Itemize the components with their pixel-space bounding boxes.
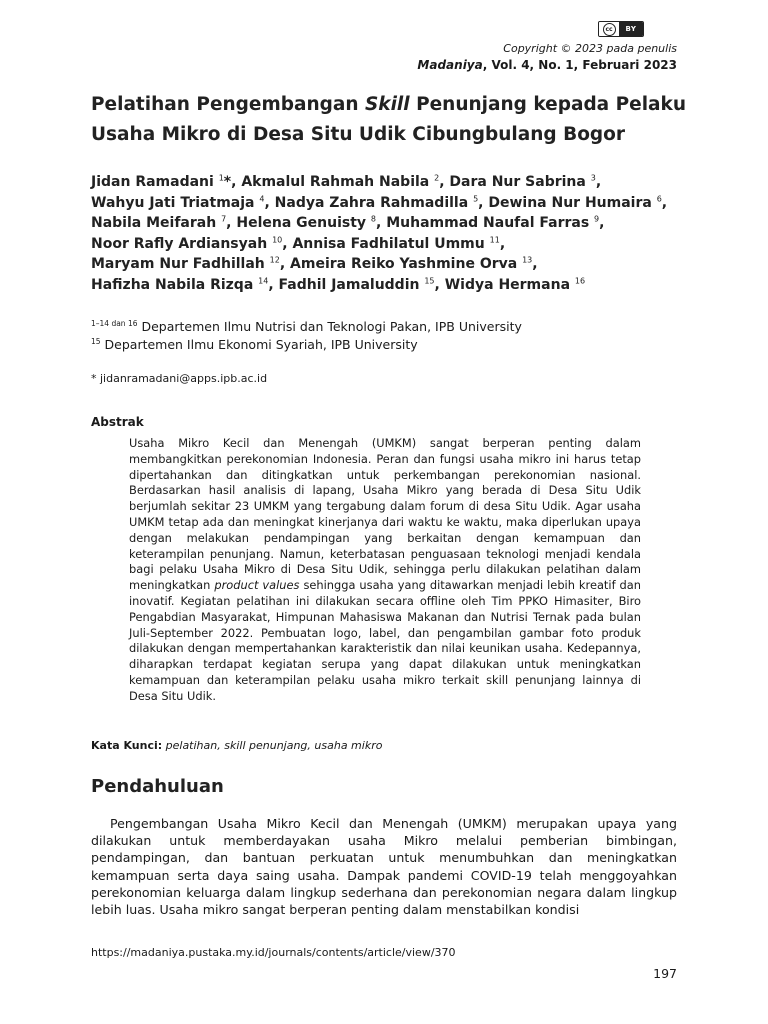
affiliation-line: $^{15}$ Departemen Ilmu Ekonomi Syariah, IPB University (91, 336, 418, 352)
title-part1: Pelatihan Pengembangan (91, 94, 365, 115)
journal-name: Madaniya (417, 58, 483, 72)
author: Akmalul Rahmah Nabila $^2$, (241, 173, 450, 190)
affiliation-line: $^{1-14 dan 16}$ Departemen Ilmu Nutrisi dan Teknologi Pakan, IPB University (91, 318, 522, 334)
author: Annisa Fadhilatul Ummu $^{11}$, (292, 234, 506, 252)
author: Muhammad Naufal Farras $^9$, (386, 214, 605, 231)
keywords-value: pelatihan, skill penunjang, usaha mikro (162, 739, 383, 752)
by-label: BY (619, 22, 643, 36)
author-list (91, 172, 691, 295)
abstract-body: Usaha Mikro Kecil dan Menengah (UMKM) sangat berperan penting dalam membangkitkan perekonomian Indonesia. Peran dan fungsi usaha mikro ini harus tetap dipertahankan dan ditingkatkan untuk perkembangan perekonomian nasional. Berdasarkan hasil analisis di lapang, Usaha Mikro yang berada di Desa Situ Udik berjumlah sekitar 23 UMKM yang tergabung dalam forum di desa Situ Udik. Agar usaha UMKM tetap ada dan meningkat kinerjanya dari waktu ke waktu, maka diperlukan upaya dengan melakukan pendampingan yang berkaitan dengan kemampuan dan keterampilan penunjang. Namun, keterbatasan penguasaan teknologi menjadi kendala bagi pelaku Usaha Mikro di Desa Situ Udik, sehingga perlu dilakukan pelatihan dalam meningkatkan product values sehingga usaha yang ditawarkan menjadi lebih kreatif dan inovatif. Kegiatan pelatihan ini dilakukan secara offline oleh Tim PPKO Himasiter, Biro Pengabdian Masyarakat, Himpunan Mahasiswa Makanan dan Nutrisi Ternak pada bulan Juli-September 2022. Pembuatan logo, label, dan pengambilan gambar foto produk dilakukan dengan mempertahankan karakteristik dan nilai keunikan usaha. Kedepannya, diharapkan terdapat kegiatan serupa yang dapat dilakukan untuk meningkatkan kemampuan dan keterampilan pelaku usaha mikro terkait skill penunjang lainnya di Desa Situ Udik. (129, 436, 641, 703)
affiliations (91, 318, 691, 354)
body-paragraph: Pengembangan Usaha Mikro Kecil dan Menengah (UMKM) merupakan upaya yang dilakukan untuk memberdayakan usaha Mikro melalui pemberian bimbingan, pendampingan, dan bantuan perkuatan untuk menumbuhkan dan meningkatkan kemampuan serta daya saing usaha. Dampak pandemi COVID-19 telah menggoyahkan perekonomian keluarga dalam lingkup sederhana dan perekonomian negara dalam lingkup lebih luas. Usaha mikro sangat berperan penting dalam menstabilkan kondisi (91, 816, 677, 918)
title-italic: Skill (364, 94, 410, 115)
author: Wahyu Jati Triatmaja $^4$, (91, 193, 275, 211)
author: Hafizha Nabila Rizqa $^{14}$, (91, 275, 279, 293)
keywords-label: Kata Kunci: (91, 739, 163, 752)
paper-title (91, 90, 691, 150)
abstract-heading: Abstrak (91, 415, 144, 429)
article-url-link[interactable]: https://madaniya.pustaka.my.id/journals/contents/article/view/370 (91, 946, 456, 959)
author: Nabila Meifarah $^7$, (91, 214, 237, 231)
author: Maryam Nur Fadhillah $^{12}$, (91, 255, 291, 272)
section-heading: Pendahuluan (91, 776, 224, 797)
author: Noor Rafly Ardiansyah $^{10}$, (91, 234, 293, 252)
corresponding-email[interactable]: * jidanramadani@apps.ipb.ac.id (91, 372, 268, 385)
author: Fadhil Jamaluddin $^{15}$, (278, 275, 445, 293)
author: Dewina Nur Humaira $^6$, (488, 193, 668, 211)
author: Widya Hermana $^{16}$ (444, 275, 586, 293)
author: Ameira Reiko Yashmine Orva $^{13}$, (290, 255, 538, 272)
cc-by-license-icon[interactable] (598, 21, 644, 37)
author: Helena Genuisty $^8$, (236, 214, 387, 231)
journal-citation (417, 58, 677, 72)
cc-logo-icon: cc (603, 23, 616, 36)
journal-issue: , Vol. 4, No. 1, Februari 2023 (482, 58, 677, 72)
page-number: 197 (653, 966, 677, 981)
author: Jidan Ramadani $^1$*, (91, 173, 242, 190)
title-part2: Penunjang kepada Pelaku Usaha Mikro di Desa Situ Udik Cibungbulang Bogor (91, 94, 687, 145)
author: Nadya Zahra Rahmadilla $^5$, (274, 193, 489, 211)
copyright-notice: Copyright © 2023 pada penulis (503, 42, 677, 55)
author: Dara Nur Sabrina $^3$, (449, 173, 602, 190)
keywords (91, 739, 382, 752)
